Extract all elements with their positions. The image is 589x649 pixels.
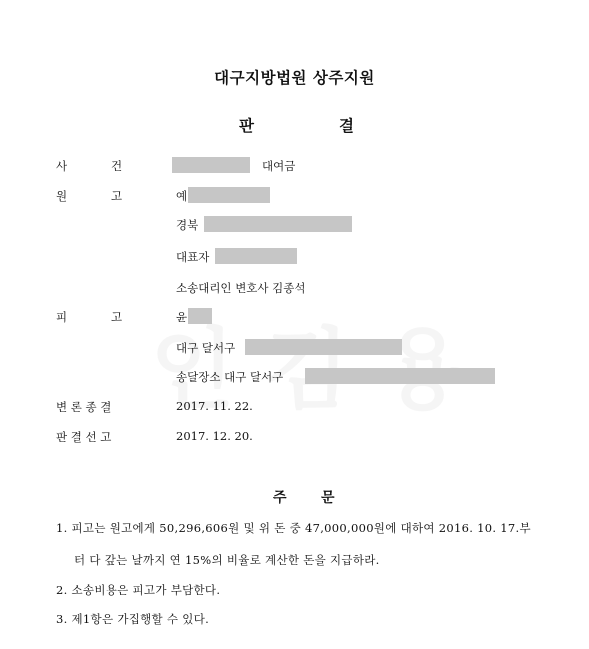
order-item-3: 3. 제1항은 가집행할 수 있다. [56,612,210,626]
plaintiff-name-prefix: 예 [176,189,188,203]
case-label-b: 건 [111,159,123,173]
judgment-date: 2017. 12. 20. [176,429,253,443]
plaintiff-counsel: 소송대리인 변호사 김종석 [176,281,306,295]
plaintiff-label-b: 고 [111,189,123,203]
order-heading-right: 문 [321,490,335,506]
title-judgment-right: 결 [339,117,354,135]
redaction-case-number [172,157,250,173]
order-item-1: 1. 피고는 원고에게 50,296,606원 및 위 돈 중 47,000,000원에 대하여 2016. 10. 17.부 [56,521,531,535]
plaintiff-address-prefix: 경북 [176,218,199,232]
plaintiff-representative: 대표자 [176,250,210,264]
case-label-a: 사 [56,159,68,173]
plaintiff-label-a: 원 [56,189,68,203]
defendant-name-prefix: 윤 [176,310,188,324]
defendant-label-b: 고 [111,310,123,324]
hearing-closed-date: 2017. 11. 22. [176,399,253,413]
title-judgment-left: 판 [239,117,254,135]
redaction-plaintiff-address [204,216,352,232]
defendant-label-a: 피 [56,310,68,324]
order-heading-left: 주 [273,490,287,506]
redaction-defendant-address [245,339,402,355]
order-item-1-cont: 터 다 갚는 날까지 연 15%의 비율로 계산한 돈을 지급하라. [74,553,380,567]
redaction-defendant-name [188,308,212,324]
judgment-date-label: 판 결 선 고 [56,430,112,444]
order-item-2: 2. 소송비용은 피고가 부담한다. [56,583,221,597]
redaction-plaintiff-name [188,187,270,203]
court-name: 대구지방법원 상주지원 [214,69,375,87]
defendant-service-address: 송달장소 대구 달서구 [176,370,284,384]
hearing-closed-label: 변 론 종 결 [56,400,112,414]
defendant-address-prefix: 대구 달서구 [176,341,236,355]
redaction-service-address [305,368,495,384]
case-type: 대여금 [262,159,296,173]
redaction-representative [215,248,297,264]
